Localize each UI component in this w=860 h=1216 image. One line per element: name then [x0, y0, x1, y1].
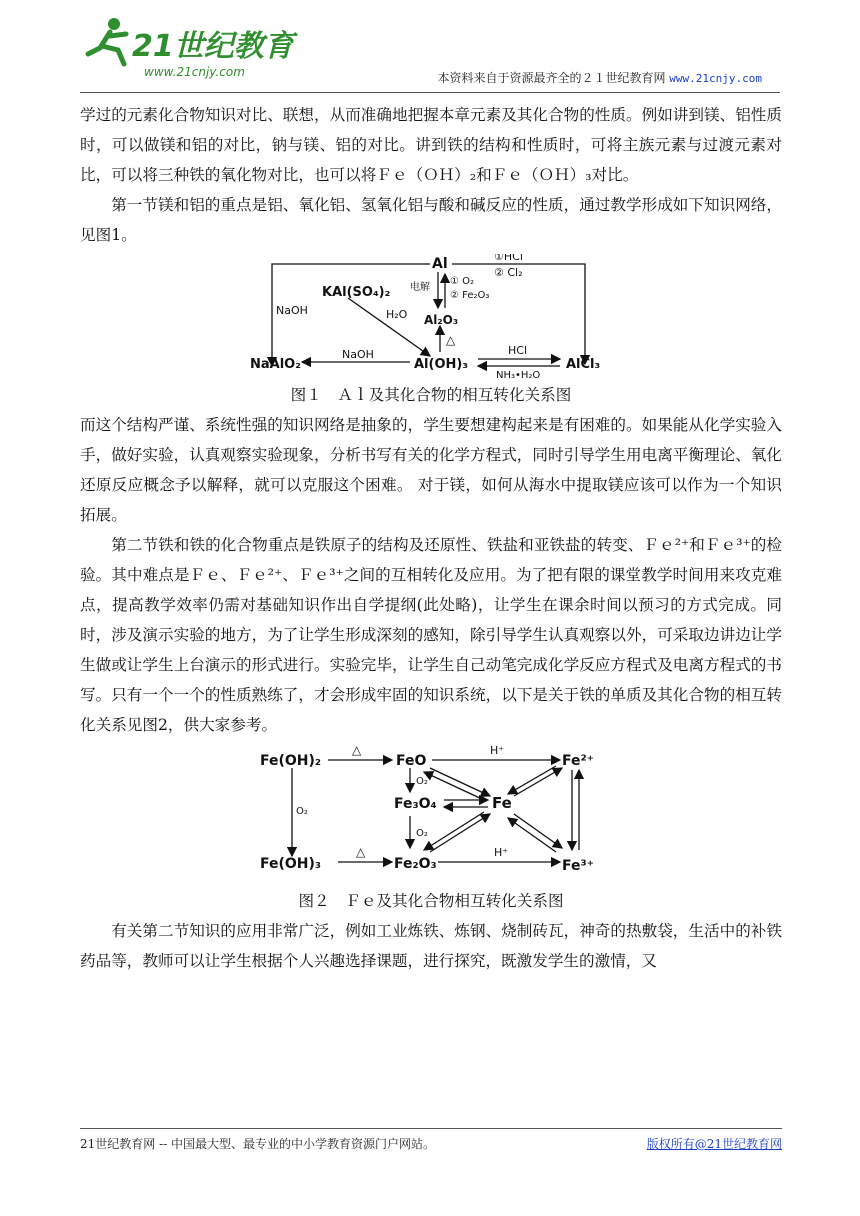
fig1-node-alcl3: AlCl₃	[566, 357, 601, 372]
header-note	[437, 69, 762, 86]
fig2-label-o2-upper: O₂	[416, 776, 428, 787]
figure-1-diagram	[80, 254, 782, 380]
footer-copyright-link[interactable]: 版权所有@21世纪教育网	[646, 1137, 782, 1151]
fig2-label-o2-left: O₂	[296, 806, 308, 817]
fig1-label-h2o: H₂O	[386, 308, 408, 321]
fig2-node-fe3o4: Fe₃O₄	[394, 796, 437, 812]
page-footer	[80, 1128, 782, 1152]
fig1-node-al2o3: Al₂O₃	[424, 313, 459, 327]
paragraph-1: 学过的元素化合物知识对比、联想，从而准确地把握本章元素及其化合物的性质。例如讲到镁、铝性质时，可以做镁和铝的对比，钠与镁、铝的对比。讲到铁的结构和性质时，可将主族元素与过渡元素对比，可以将三种铁的氧化物对比，也可以将Ｆｅ（ＯＨ）₂和Ｆｅ（ＯＨ）₃对比。	[80, 106, 782, 184]
fig1-node-kal: KAl(SO₄)₂	[322, 285, 391, 300]
fig2-edge-fe3plus-to-fe	[508, 818, 556, 852]
fig1-label-naoh-left: NaOH	[276, 304, 308, 317]
fig1-node-al: Al	[432, 256, 448, 272]
fig1-label-hcl: ①HCl	[494, 254, 523, 263]
fig2-edge-fe-to-fe2o3	[424, 812, 484, 850]
fig2-label-hplus-bottom: H⁺	[494, 846, 509, 859]
footer-left-text: 21世纪教育网 -- 中国最大型、最专业的中小学教育资源门户网站。	[80, 1137, 436, 1151]
fig2-node-fe: Fe	[492, 794, 512, 812]
article-body	[80, 100, 782, 976]
fig1-label-naoh-bottom: NaOH	[342, 348, 374, 361]
fig2-node-fe3plus: Fe³⁺	[562, 858, 595, 874]
fig2-node-feoh2: Fe(OH)₂	[260, 753, 322, 769]
paragraph-5: 有关第二节知识的应用非常广泛，例如工业炼铁、炼钢、烧制砖瓦，神奇的热敷袋，生活中的补铁药品等，教师可以让学生根据个人兴趣选择课题，进行探究，既激发学生的激情，又	[80, 922, 782, 970]
fig1-label-hcl2: HCl	[508, 344, 528, 357]
header-link[interactable]: www.21cnjy.com	[669, 72, 762, 85]
fig2-node-fe2o3: Fe₂O₃	[394, 856, 437, 872]
fig2-node-feoh3: Fe(OH)₃	[260, 856, 322, 872]
fig2-label-delta-top: △	[352, 744, 362, 757]
paragraph-3: 而这个结构严谨、系统性强的知识网络是抽象的，学生要想建构起来是有困难的。如果能从化学实验入手，做好实验，认真观察实验现象，分析书写有关的化学方程式，同时引导学生用电离平衡理论、氧化还原反应概念予以解释，就可以克服这个困难。 对于镁，如何从海水中提取镁应该可以作为一个知识拓展。	[80, 416, 782, 524]
site-logo	[80, 10, 300, 86]
fig1-label-fe2o3: ② Fe₂O₃	[450, 290, 490, 301]
page-header	[80, 8, 780, 93]
fig2-edge-fe2plus-to-fe	[508, 766, 556, 794]
figure-2-diagram	[80, 744, 782, 886]
logo-url: www.21cnjy.com	[144, 65, 245, 79]
logo-title: 21世纪教育	[132, 29, 294, 64]
paragraph-2: 第一节镁和铝的重点是铝、氧化铝、氢氧化铝与酸和碱反应的性质，通过教学形成如下知识网络，见图1。	[80, 196, 782, 244]
figure-1-caption: 图１ Ａｌ及其化合物的相互转化关系图	[290, 386, 572, 404]
fig2-node-fe2plus: Fe²⁺	[562, 753, 595, 769]
fig1-label-electrolysis: 电解	[410, 282, 430, 293]
paragraph-4: 第二节铁和铁的化合物重点是铁原子的结构及还原性、铁盐和亚铁盐的转变、Ｆｅ²⁺和Ｆｅ³⁺的检验。其中难点是Ｆｅ、Ｆｅ²⁺、Ｆｅ³⁺之间的互相转化及应用。为了把有限的课堂教学时间用来攻克难点，提高教学效率仍需对基础知识作出自学提纲(此处略)，让学生在课余时间以预习的方式完成。同时，涉及演示实验的地方，为了让学生形成深刻的感知，除引导学生认真观察以外，可采取边讲边让学生做或让学生上台演示的形式进行。实验完毕，让学生自己动笔完成化学反应方程式及电离方程式的书写。只有一个一个的性质熟练了，才会形成牢固的知识系统，以下是关于铁的单质及其化合物的相互转化关系见图2，供大家参考。	[80, 536, 782, 734]
fig2-edge-fe2o3-to-fe	[430, 814, 490, 852]
header-note-text: 本资料来自于资源最齐全的２１世纪教育网	[437, 71, 666, 85]
fig1-node-aloh3: Al(OH)₃	[414, 357, 469, 372]
fig2-edge-fe-to-fe3plus	[514, 814, 562, 848]
fig2-edge-fe-to-fe2plus	[514, 768, 562, 796]
fig1-label-cl2: ② Cl₂	[494, 266, 523, 279]
runner-icon	[88, 18, 126, 64]
fig1-label-delta: △	[446, 333, 456, 347]
fig2-label-o2-lower: O₂	[416, 828, 428, 839]
fig2-label-delta-bottom: △	[356, 845, 366, 859]
fig1-label-o2: ① O₂	[450, 276, 475, 287]
fig1-node-naalo2: NaAlO₂	[250, 357, 301, 372]
fig1-label-nh3: NH₃•H₂O	[496, 370, 541, 380]
figure-2-caption: 图２ Ｆｅ及其化合物相互转化关系图	[298, 892, 564, 910]
fig2-node-feo: FeO	[396, 753, 427, 769]
fig2-label-hplus-top: H⁺	[490, 744, 505, 757]
fig2-edge-feo-to-fe	[430, 768, 490, 796]
